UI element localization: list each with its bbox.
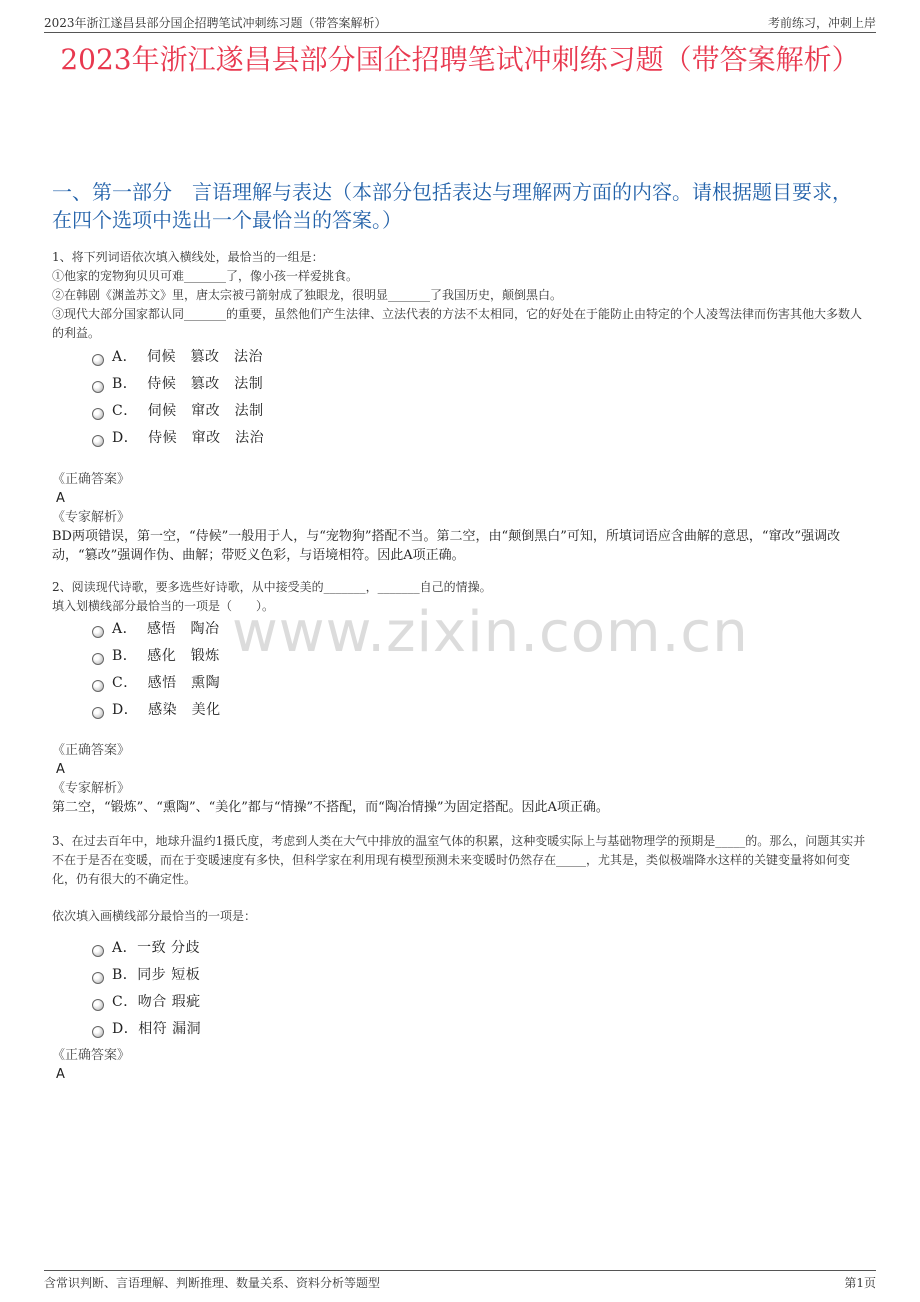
document-title: 2023年浙江遂昌县部分国企招聘笔试冲刺练习题（带答案解析） [60, 43, 860, 76]
radio-icon[interactable] [92, 408, 104, 420]
question-text: 3、在过去百年中，地球升温约1摄氏度，考虑到人类在大气中排放的温室气体的积累，这种变暖实际上与基础物理学的预期是_____的。那么，问题其实并不在于是否在变暖，而在于变暖速度有多快，但科学家在利用现有模型预测未来变暖时仍然存在_____，尤其是，类似极端降水这样的关键变量将如何变化，仍有很大的不确定性。 [52, 834, 866, 886]
section-heading: 一、第一部分 言语理解与表达（本部分包括表达与理解两方面的内容。请根据题目要求，在四个选项中选出一个最恰当的答案。） [52, 180, 852, 232]
analysis-text: 第二空，“锻炼”、“熏陶”、“美化”都与“情操”不搭配，而“陶冶情操”为固定搭配。因此A项正确。 [52, 800, 609, 815]
analysis-heading: 《专家解析》 [52, 781, 131, 796]
question-text: 依次填入画横线部分最恰当的一项是： [52, 909, 257, 923]
option-a[interactable]: A． 伺候 篡改 法治 [92, 347, 492, 374]
analysis-text: BD两项错误，第一空，“侍候”一般用于人，与“宠物狗”搭配不当。第二空，由“颠倒黑白”可知，所填词语应含曲解的意思，“窜改”强调改动，“篡改”强调作伪、曲解；带贬义色彩，与语境相符。因此A项正确。 [52, 529, 841, 563]
option-b[interactable]: B． 感化 锻炼 [92, 646, 492, 673]
radio-icon[interactable] [92, 945, 104, 957]
option-b[interactable]: B．同步 短板 [92, 965, 492, 992]
question-text: 2、阅读现代诗歌，要多选些好诗歌，从中接受美的_______，_______自己的情操。 [52, 580, 492, 594]
analysis-heading: 《专家解析》 [52, 510, 131, 525]
question-3-stem [52, 832, 868, 926]
option-b[interactable]: B． 侍候 篡改 法制 [92, 374, 492, 401]
header-doc-title: 2023年浙江遂昌县部分国企招聘笔试冲刺练习题（带答案解析） [44, 16, 387, 30]
radio-icon[interactable] [92, 381, 104, 393]
option-c[interactable]: C．吻合 瑕疵 [92, 992, 492, 1019]
question-text: ①他家的宠物狗贝贝可难_______了，像小孩一样爱挑食。 [52, 269, 359, 283]
answer-heading: 《正确答案》 [52, 472, 131, 487]
header-slogan: 考前练习，冲刺上岸 [767, 16, 876, 30]
question-3-answer [52, 1046, 868, 1084]
footer-topics: 含常识判断、言语理解、判断推理、数量关系、资料分析等题型 [44, 1276, 381, 1290]
option-d[interactable]: D． 侍候 窜改 法治 [92, 428, 492, 455]
question-2-answer [52, 741, 868, 817]
page-header [44, 12, 876, 33]
question-1-options [92, 347, 492, 455]
question-2-stem [52, 578, 868, 616]
option-a[interactable]: A． 感悟 陶冶 [92, 619, 492, 646]
option-d[interactable]: D．相符 漏洞 [92, 1019, 492, 1046]
option-a[interactable]: A．一致 分歧 [92, 938, 492, 965]
question-1-answer [52, 470, 868, 565]
radio-icon[interactable] [92, 626, 104, 638]
question-1-stem [52, 248, 868, 343]
radio-icon[interactable] [92, 999, 104, 1011]
question-text: ③现代大部分国家都认同_______的重要，虽然他们产生法律、立法代表的方法不太相同，它的好处在于能防止由特定的个人凌驾法律而伤害其他大多数人的利益。 [52, 307, 863, 340]
option-c[interactable]: C． 感悟 熏陶 [92, 673, 492, 700]
question-text: ②在韩剧《渊盖苏文》里，唐太宗被弓箭射成了独眼龙，很明显_______了我国历史，颠倒黑白。 [52, 288, 563, 302]
radio-icon[interactable] [92, 1026, 104, 1038]
question-2-options [92, 619, 492, 727]
page-footer [44, 1270, 876, 1291]
radio-icon[interactable] [92, 435, 104, 447]
page-number: 第1页 [844, 1276, 876, 1290]
answer-value: A [56, 762, 65, 777]
answer-heading: 《正确答案》 [52, 1048, 131, 1063]
watermark: www.zixin.com.cn [232, 600, 749, 665]
option-c[interactable]: C． 伺候 窜改 法制 [92, 401, 492, 428]
answer-value: A [56, 491, 65, 506]
question-text: 1、将下列词语依次填入横线处，最恰当的一组是： [52, 250, 324, 264]
radio-icon[interactable] [92, 354, 104, 366]
radio-icon[interactable] [92, 972, 104, 984]
radio-icon[interactable] [92, 653, 104, 665]
question-3-options [92, 938, 492, 1046]
option-d[interactable]: D． 感染 美化 [92, 700, 492, 727]
answer-heading: 《正确答案》 [52, 743, 131, 758]
radio-icon[interactable] [92, 707, 104, 719]
radio-icon[interactable] [92, 680, 104, 692]
answer-value: A [56, 1067, 65, 1082]
question-text: 填入划横线部分最恰当的一项是（ ）。 [52, 599, 275, 613]
